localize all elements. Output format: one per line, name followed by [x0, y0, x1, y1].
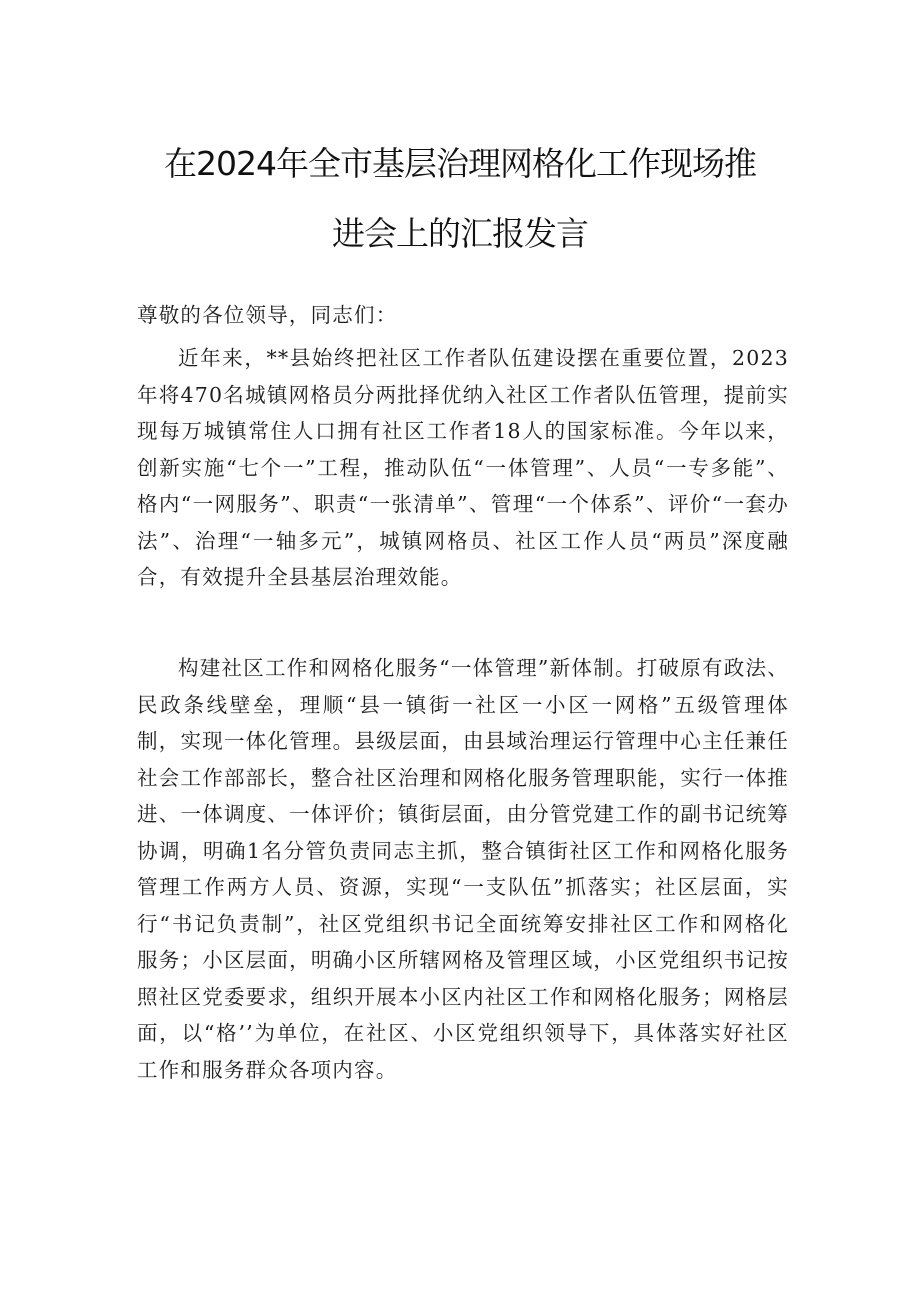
body-paragraph-intro: 近年来，**县始终把社区工作者队伍建设摆在重要位置，2023年将470名城镇网格员分两批择优纳入社区工作者队伍管理，提前实现每万城镇常住人口拥有社区工作者18人的国家标准。今年以来，创新实施“七个一”工程，推动队伍“一体管理”、人员“一专多能”、格内“一网服务”、职责“一张清单”、管理“一个体系”、评价“一套办法”、治理“一轴多元”，城镇网格员、社区工作人员“两员”深度融合，有效提升全县基层治理效能。	[137, 346, 789, 589]
salutation: 尊敬的各位领导，同志们：	[137, 303, 398, 327]
body-paragraph-management: 构建社区工作和网格化服务“一体管理”新体制。打破原有政法、民政条线壁垒，理顺“县一镇街一社区一小区一网格”五级管理体制，实现一体化管理。县级层面，由县域治理运行管理中心主任兼任社会工作部部长，整合社区治理和网格化服务管理职能，实行一体推进、一体调度、一体评价；镇街层面，由分管党建工作的副书记统筹协调，明确1名分管负责同志主抓，整合镇街社区工作和网格化服务管理工作两方人员、资源，实现“一支队伍”抓落实；社区层面，实行“书记负责制”，社区党组织书记全面统筹安排社区工作和网格化服务；小区层面，明确小区所辖网格及管理区域，小区党组织书记按照社区党委要求，组织开展本小区内社区工作和网格化服务；网格层面，以“格’’为单位，在社区、小区党组织领导下，具体落实好社区工作和服务群众各项内容。	[137, 656, 789, 1082]
document-title-line-1: 在2024年全市基层治理网格化工作现场推	[164, 144, 756, 183]
document-title-line-2: 进会上的汇报发言	[332, 214, 588, 253]
